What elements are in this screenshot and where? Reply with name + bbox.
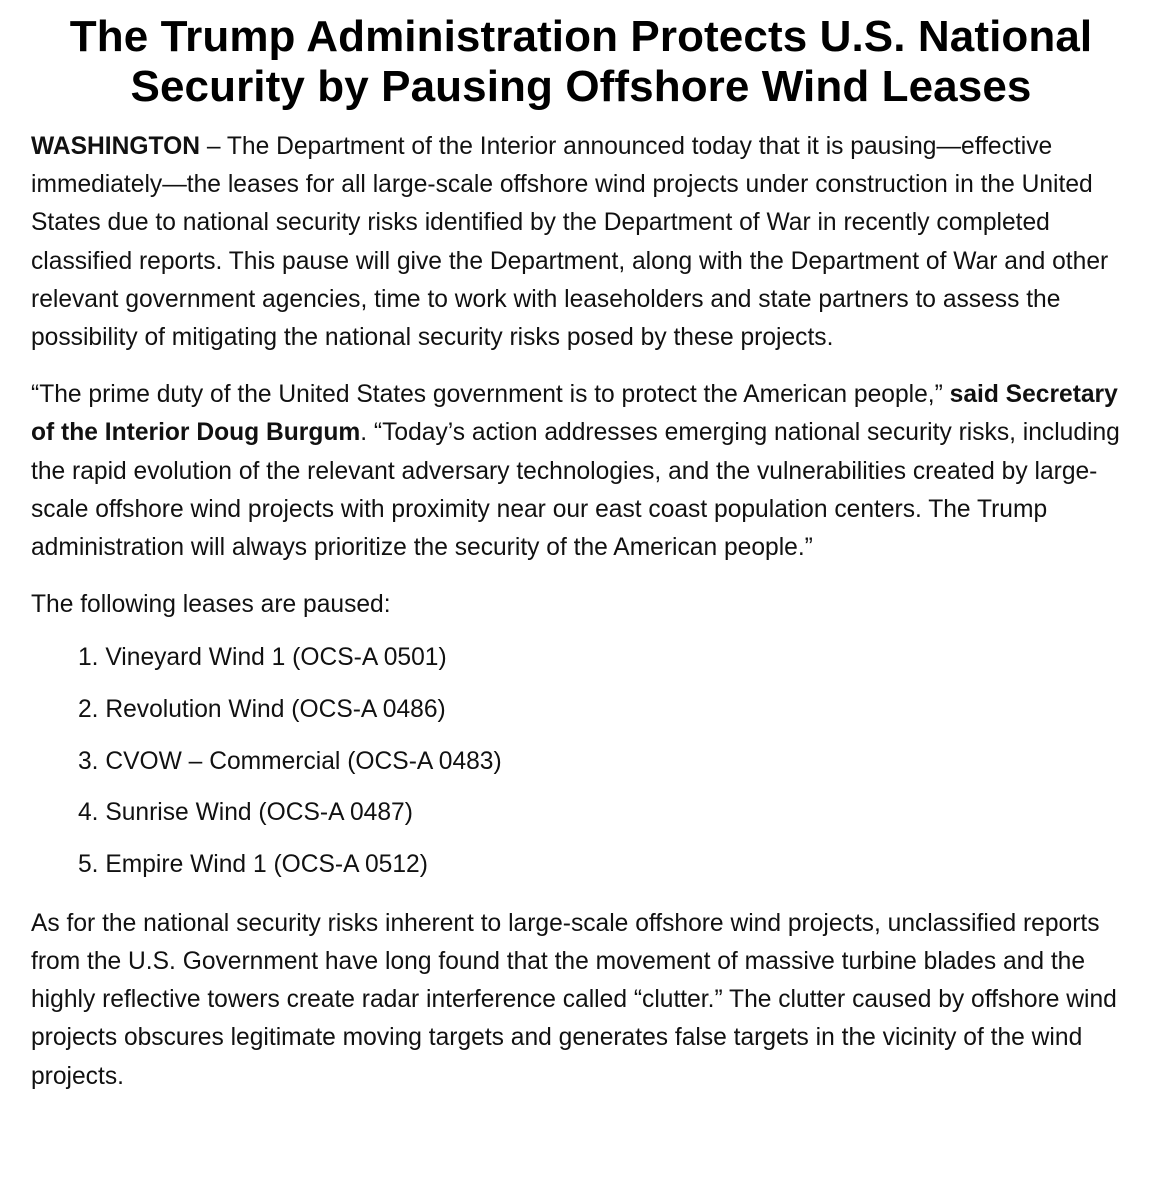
lease-item: 4. Sunrise Wind (OCS-A 0487) bbox=[78, 799, 413, 827]
title-line-2: Security by Pausing Offshore Wind Leases bbox=[130, 62, 1032, 111]
lease-item: 2. Revolution Wind (OCS-A 0486) bbox=[78, 696, 446, 724]
lease-item: 1. Vineyard Wind 1 (OCS-A 0501) bbox=[78, 644, 447, 672]
intro-paragraph bbox=[31, 128, 1131, 357]
lease-list bbox=[31, 643, 1131, 879]
radar-clutter-paragraph: As for the national security risks inherent to large-scale offshore wind projects, unclassified reports from the U.S. Government have long found that the movement of massive turbine blades and the highly reflective towers create radar interference called “clutter.” The clutter caused by offshore wind projects obscures legitimate moving targets and generates false targets in the vicinity of the wind projects. bbox=[31, 909, 1117, 1090]
quote-paragraph bbox=[31, 376, 1131, 567]
page-title bbox=[31, 12, 1131, 112]
title-line-1: The Trump Administration Protects U.S. National bbox=[69, 12, 1093, 61]
lease-item: 3. CVOW – Commercial (OCS-A 0483) bbox=[78, 747, 502, 775]
leases-intro: The following leases are paused: bbox=[31, 591, 391, 619]
quote-attribution: said Secretary of the Interior Doug Burgum bbox=[31, 381, 1118, 447]
quote-open: “The prime duty of the United States government is to protect the American people,” bbox=[31, 381, 950, 409]
lease-item: 5. Empire Wind 1 (OCS-A 0512) bbox=[78, 850, 428, 878]
quote-rest: . “Today’s action addresses emerging national security risks, including the rapid evolution of the relevant adversary technologies, and the vulnerabilities created by large-scale offshore wind projects with proximity near our east coast population centers. The Trump administration will always prioritize the security of the American people.” bbox=[31, 419, 1120, 562]
intro-text: – The Department of the Interior announced today that it is pausing—effective immediately—the leases for all large-scale offshore wind projects under construction in the United States due to national security risks identified by the Department of War in recently completed classified reports. This pause will give the Department, along with the Department of War and other relevant government agencies, time to work with leaseholders and state partners to assess the possibility of mitigating the national security risks posed by these projects. bbox=[31, 133, 1109, 352]
dateline: WASHINGTON bbox=[31, 133, 200, 160]
